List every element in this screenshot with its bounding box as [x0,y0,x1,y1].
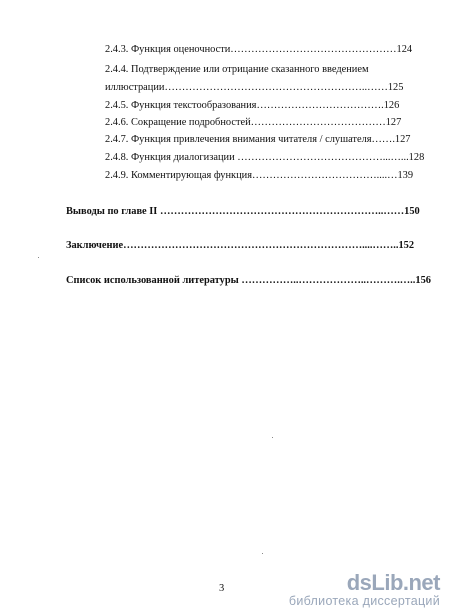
toc-entry-conclusions-chapter-2: Выводы по главе II ………………………………………………………..……150 [66,206,420,217]
page-number: 3 [219,583,225,594]
toc-entry-2-4-3: 2.4.3. Функция оценочности…………………………………………124 [105,44,413,55]
toc-entry-2-4-6: 2.4.6. Сокращение подробностей…………………………………127 [105,117,402,128]
scan-speck [262,553,263,554]
toc-entry-2-4-9: 2.4.9. Комментирующая функция………………………………....…139 [105,170,414,181]
scan-speck [272,437,273,438]
toc-entry-2-4-7: 2.4.7. Функция привлечения внимания читателя / слушателя…….127 [105,134,411,145]
toc-entry-2-4-5: 2.4.5. Функция текстообразования……………………………….126 [105,100,400,111]
toc-entry-2-4-4: 2.4.4. Подтверждение или отрицание сказанного введением [105,64,369,75]
watermark-subtitle: библиотека диссертаций [288,594,440,608]
toc-entry-bibliography: Список использованной литературы ……………..………………..……….…..156 [66,275,431,286]
toc-entry-2-4-4-cont: иллюстрации…………………………………………………..……125 [105,82,404,93]
toc-entry-2-4-8: 2.4.8. Функция диалогизации ……………………………………...…...128 [105,152,425,163]
scan-speck [38,257,39,258]
watermark [289,572,440,608]
watermark-logo: dsLib.net [346,570,440,595]
toc-entry-conclusion: Заключение……………………………………………………………....……..152 [66,240,415,251]
